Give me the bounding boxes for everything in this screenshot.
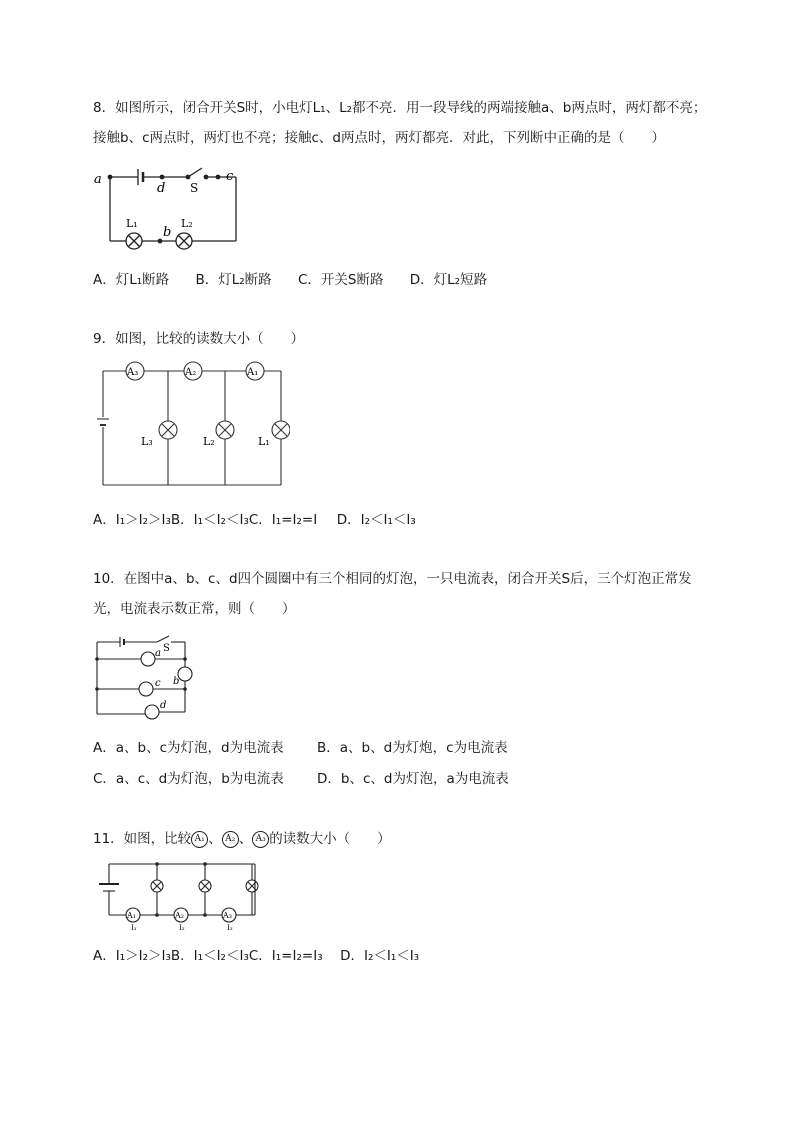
stem-suffix: 的读数大小（ ） bbox=[269, 831, 391, 847]
question-10-options-row-2 bbox=[93, 767, 509, 787]
option-d: D．灯L₂短路 bbox=[409, 272, 488, 288]
current-i1-label: I₁ bbox=[131, 924, 137, 932]
lamp-l1-label: L₁ bbox=[258, 435, 270, 448]
option-a: A．I₁＞I₂＞I₃ bbox=[93, 948, 171, 964]
option-a: A．I₁＞I₂＞I₃ bbox=[93, 512, 171, 528]
question-9-options bbox=[93, 508, 416, 528]
label-b: b bbox=[163, 225, 172, 240]
question-9-stem: 9．如图，比较的读数大小（ ） bbox=[93, 331, 305, 347]
option-d: D．I₂＜I₁＜I₃ bbox=[340, 948, 420, 964]
ammeter-a2-inline: A₂ bbox=[222, 831, 239, 848]
option-c: C．a、c、d为灯泡，b为电流表 bbox=[93, 771, 284, 787]
current-i3-label: I₃ bbox=[227, 924, 233, 932]
question-11-stem: 11．如图，比较 A₁ 、 A₂ 、 A₃ 的读数大小（ ） bbox=[93, 831, 391, 847]
option-b: B．灯L₂断路 bbox=[195, 272, 272, 288]
label-c: c bbox=[155, 678, 161, 689]
question-10-options-row-1 bbox=[93, 736, 508, 756]
question-10-circuit-diagram bbox=[93, 634, 198, 724]
ammeter-a1-inline: A₁ bbox=[191, 831, 208, 848]
option-b: B．I₁＜I₂＜I₃ bbox=[170, 512, 249, 528]
question-8-stem: 8．如图所示，闭合开关S时，小电灯L₁、L₂都不亮．用一段导线的两端接触a、b两点时，两灯都不亮；接触b、c两点时，两灯也不亮；接触c、d两点时，两灯都亮．对此，下列断中正确的是（ ） bbox=[93, 100, 707, 146]
lamp-l2-label: L₂ bbox=[203, 435, 215, 448]
stem-prefix: 11．如图，比较 bbox=[93, 831, 192, 847]
option-a: A．a、b、c为灯泡，d为电流表 bbox=[93, 740, 284, 756]
ammeter-a3-label: A₃ bbox=[127, 367, 139, 378]
ammeter-a1-label: A₁ bbox=[127, 911, 136, 920]
label-b: b bbox=[173, 676, 180, 687]
label-d: d bbox=[157, 181, 166, 196]
question-8-options bbox=[93, 268, 509, 288]
option-b: B．a、b、d为灯炮，c为电流表 bbox=[317, 740, 508, 756]
question-11-circuit-diagram bbox=[95, 860, 260, 932]
current-i2-label: I₂ bbox=[179, 924, 185, 932]
option-c: C．I₁=I₂=I bbox=[248, 512, 318, 528]
label-c: c bbox=[226, 169, 234, 184]
option-b: B．I₁＜I₂＜I₃ bbox=[170, 948, 249, 964]
question-11-options bbox=[93, 944, 419, 964]
option-c: C．I₁=I₂=I₃ bbox=[248, 948, 323, 964]
option-a: A．灯L₁断路 bbox=[93, 272, 170, 288]
label-a: a bbox=[155, 648, 161, 659]
label-d: d bbox=[160, 700, 167, 711]
question-9-circuit-diagram bbox=[95, 357, 290, 492]
ammeter-a3-label: A₃ bbox=[223, 911, 232, 920]
label-a: a bbox=[94, 172, 102, 187]
label-l1: L₁ bbox=[126, 217, 138, 230]
label-l2: L₂ bbox=[181, 217, 193, 230]
question-8-circuit-diagram bbox=[90, 163, 250, 258]
lamp-l3-label: L₃ bbox=[141, 435, 153, 448]
ammeter-a1-label: A₁ bbox=[247, 367, 259, 378]
option-d: D．I₂＜I₁＜I₃ bbox=[336, 512, 416, 528]
ammeter-a2-label: A₂ bbox=[185, 367, 197, 378]
question-10-stem: 10．在图中a、b、c、d四个圆圈中有三个相同的灯泡，一只电流表，闭合开关S后，三个灯泡正常发光，电流表示数正常，则（ ） bbox=[93, 571, 692, 617]
label-switch-s: S bbox=[190, 181, 199, 195]
ammeter-a3-inline: A₃ bbox=[252, 831, 269, 848]
option-c: C．开关S断路 bbox=[297, 272, 384, 288]
ammeter-a2-label: A₂ bbox=[175, 911, 184, 920]
label-switch-s: S bbox=[163, 643, 170, 654]
option-d: D．b、c、d为灯泡，a为电流表 bbox=[317, 771, 509, 787]
